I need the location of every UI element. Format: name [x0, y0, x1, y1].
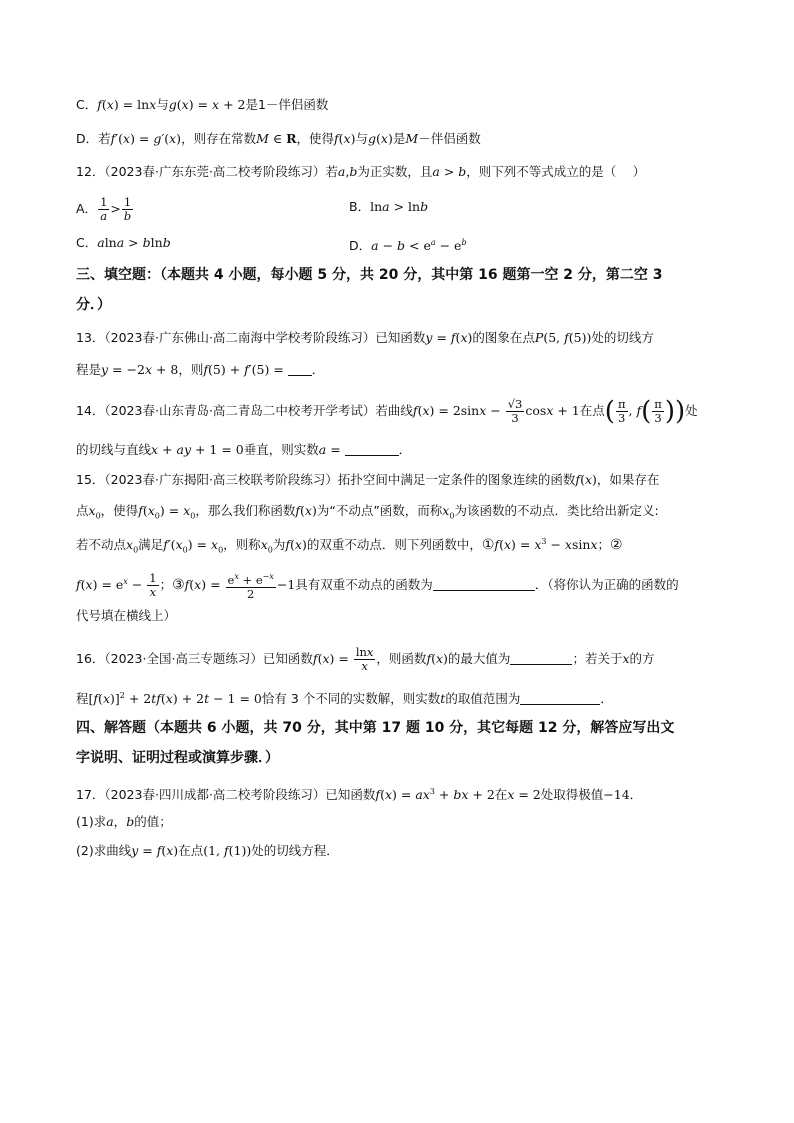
q11-option-d: D．若f′(x) = g′(x)，则存在常数M ∈ R，使得f(x)与g(x)是M－伴侣函数 [76, 131, 481, 146]
q16-line-2: 程$[f(x)]^2 + 2tf(x) + 2t - 1 = 0$恰有 3 个不同的实数解，则实数t的取值范围为 ． [76, 691, 613, 707]
q12-option-a: A． $\frac{1}{a}$ > $\frac{1}{b}$ [76, 195, 132, 223]
q16-line-1: 16．（2023·全国·高三专题练习）已知函数f(x) = $\frac{\ln x}{x}$ ，则函数f(x)的最大值为 ；若关于x的方 [76, 645, 655, 673]
q15-line-2: 点$x_0$，使得$f(x_0) = x_0$，那么我们称函数f(x)为“不动点”函数，而称$x_0$为该函数的不动点．类比给出新定义: [76, 503, 659, 521]
q16-answer-blank-2[interactable] [520, 692, 600, 705]
q13-answer-blank[interactable] [288, 363, 312, 376]
q14-answer-blank[interactable] [345, 443, 399, 456]
q12-option-b: B．lna > lnb [349, 199, 429, 214]
q12-option-d: D．$a - b < e^a - e^b$ [349, 238, 467, 254]
q17-stem: 17．（2023春·四川成都·高二校考阶段练习）已知函数$f(x) = ax^3$ + bx + 2在x = 2处取得极值−14． [76, 787, 643, 803]
q15-line-5: 代号填在横线上） [76, 608, 177, 623]
q12-stem: 12．（2023春·广东东莞·高二校考阶段练习）若a,b为正实数，且a > b，则下列不等式成立的是（ ） [76, 164, 646, 179]
q13-line-2: 程是y = −2x + 8，则f(5) + f′(5) = ． [76, 362, 325, 377]
q15-line-4: $f(x) = e^x$ − $\frac{1}{x}$ ；③f(x) = $\frac{e^x + e^{-x}}{2}$ −1具有双重不动点的函数为 ．（将你认为正确的函数的 [76, 570, 679, 601]
q17-part-2: (2)求曲线y = f(x)在点(1, f(1))处的切线方程． [76, 843, 339, 858]
q15-line-1: 15．（2023春·广东揭阳·高三校联考阶段练习）拓扑空间中满足一定条件的图象连续的函数f(x)，如果存在 [76, 472, 660, 487]
section-3-heading: 三、填空题：（本题共 4 小题，每小题 5 分，共 20 分，其中第 16 题第一空 2 分，第二空 3 [76, 267, 663, 283]
section-3-heading-cont: 分．） [76, 297, 111, 313]
q14-line-2: 的切线与直线x + ay + 1 = 0垂直，则实数a = ． [76, 442, 412, 457]
q11-option-c: C．f(x) = lnx与g(x) = x + 2是1－伴侣函数 [76, 97, 329, 112]
q15-answer-blank[interactable] [433, 578, 535, 591]
q14-line-1: 14．（2023春·山东青岛·高二青岛二中校考开学考试）若曲线f(x) = 2sinx − $\frac{√3}{3}$ cosx + 1在点( $\frac{\pi}{3}$ , f( $\frac{\pi}{3}$ ))处 [76, 396, 698, 427]
q13-line-1: 13．（2023春·广东佛山·高二南海中学校考阶段练习）已知函数y = f(x)的图象在点P(5, f(5))处的切线方 [76, 330, 654, 345]
q15-line-3: 若不动点$x_0$满足$f'(x_0) = x_0$，则称$x_0$为f(x)的双重不动点．则下列函数中，①f(x) = $x^3 - xsinx$；② [76, 537, 623, 555]
q17-part-1: (1)求a，b的值； [76, 814, 172, 829]
q16-answer-blank-1[interactable] [510, 652, 572, 665]
section-4-heading-cont: 字说明、证明过程或演算步骤．） [76, 750, 279, 766]
q12-option-c: C．alna > blnb [76, 235, 171, 250]
section-4-heading: 四、解答题（本题共 6 小题，共 70 分，其中第 17 题 10 分，其它每题 12 分，解答应写出文 [76, 720, 675, 736]
